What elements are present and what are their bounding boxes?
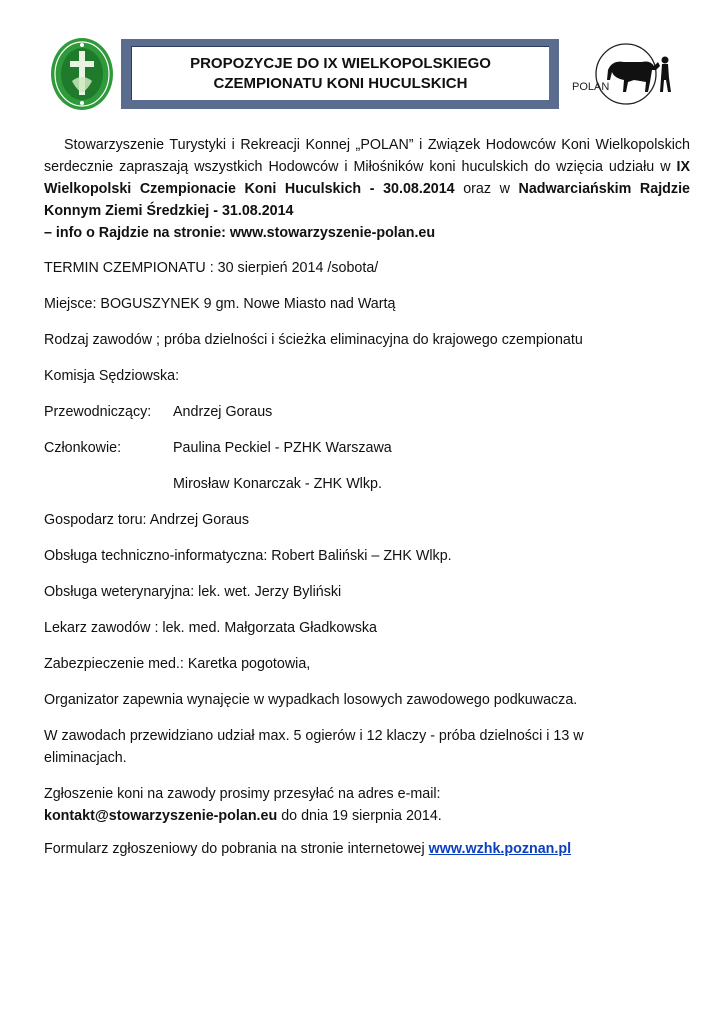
czlonkowie-value-2: Mirosław Konarczak - ZHK Wlkp. [173,476,382,492]
zabezpieczenie-line: Zabezpieczenie med.: Karetka pogotowia, [44,656,311,672]
zgloszenie-paragraph [44,783,690,827]
gospodarz-line: Gospodarz toru: Andrzej Goraus [44,512,250,528]
intro-text-1: Stowarzyszenie Turystyki i Rekreacji Konnej „POLAN” i Związek Hodowców Koni Wielkopolskich serdecznie zapraszają wszystkich Hodowców i Miłośników koni huculskich do wzięcia udziału w [44,137,690,175]
intro-paragraph [44,134,690,244]
czlonkowie-row-2 [44,473,690,495]
intro-info-line: – info o Rajdzie na stronie: www.stowarzyszenie-polan.eu [44,225,436,241]
lekarz-line: Lekarz zawodów : lek. med. Małgorzata Gładkowska [44,620,377,636]
miejsce-line: Miejsce: BOGUSZYNEK 9 gm. Nowe Miasto nad Wartą [44,296,396,312]
intro-event-czempionat: IX Wielkopolski Czempionacie Koni Huculskich - 30.08.2014 [44,159,690,197]
czlonkowie-row [44,437,690,459]
organizator-line: Organizator zapewnia wynajęcie w wypadkach losowych zawodowego podkuwacza. [44,692,578,708]
document-body [44,134,690,860]
obsluga-tech-line: Obsługa techniczno-informatyczna: Robert Baliński – ZHK Wlkp. [44,548,452,564]
zgloszenie-deadline: do dnia 19 sierpnia 2014. [277,808,442,824]
formularz-line [44,838,690,860]
przewodniczacy-value: Andrzej Goraus [173,404,273,420]
zgloszenie-email[interactable]: kontakt@stowarzyszenie-polan.eu [44,808,278,824]
komisja-line: Komisja Sędziowska: [44,368,180,384]
zgloszenie-text: Zgłoszenie koni na zawody prosimy przesyłać na adres e-mail: [44,786,441,802]
czlonkowie-value-1: Paulina Peckiel - PZHK Warszawa [173,440,392,456]
formularz-text: Formularz zgłoszeniowy do pobrania na stronie internetowej [44,841,429,857]
left-emblem-logo-icon [50,37,114,111]
udzial-line: W zawodach przewidziano udział max. 5 ogierów i 12 klaczy - próba dzielności i 13 w eliminacjach. [44,728,584,766]
rodzaj-line: Rodzaj zawodów ; próba dzielności i ścieżka eliminacyjna do krajowego czempionatu [44,332,583,348]
title-line-1: PROPOZYCJE DO IX WIELKOPOLSKIEGO [190,54,491,72]
title-box [131,46,549,100]
polan-logo-icon [568,40,688,106]
formularz-link[interactable]: www.wzhk.poznan.pl [428,841,572,857]
czlonkowie-label: Członkowie: [44,440,122,456]
termin-line: TERMIN CZEMPIONATU : 30 sierpień 2014 /sobota/ [44,260,379,276]
przewodniczacy-row [44,401,690,423]
obsluga-wet-line: Obsługa weterynaryjna: lek. wet. Jerzy Byliński [44,584,342,600]
polan-logo-text: POLAN [572,81,610,93]
przewodniczacy-label: Przewodniczący: [44,404,152,420]
title-banner [121,39,559,109]
intro-event-rajd: Nadwarciańskim Rajdzie Konnym Ziemi Średzkiej - 31.08.2014 [44,181,690,219]
intro-text-2: oraz w [454,181,519,197]
title-line-2: CZEMPIONATU KONI HUCULSKICH [213,74,468,92]
